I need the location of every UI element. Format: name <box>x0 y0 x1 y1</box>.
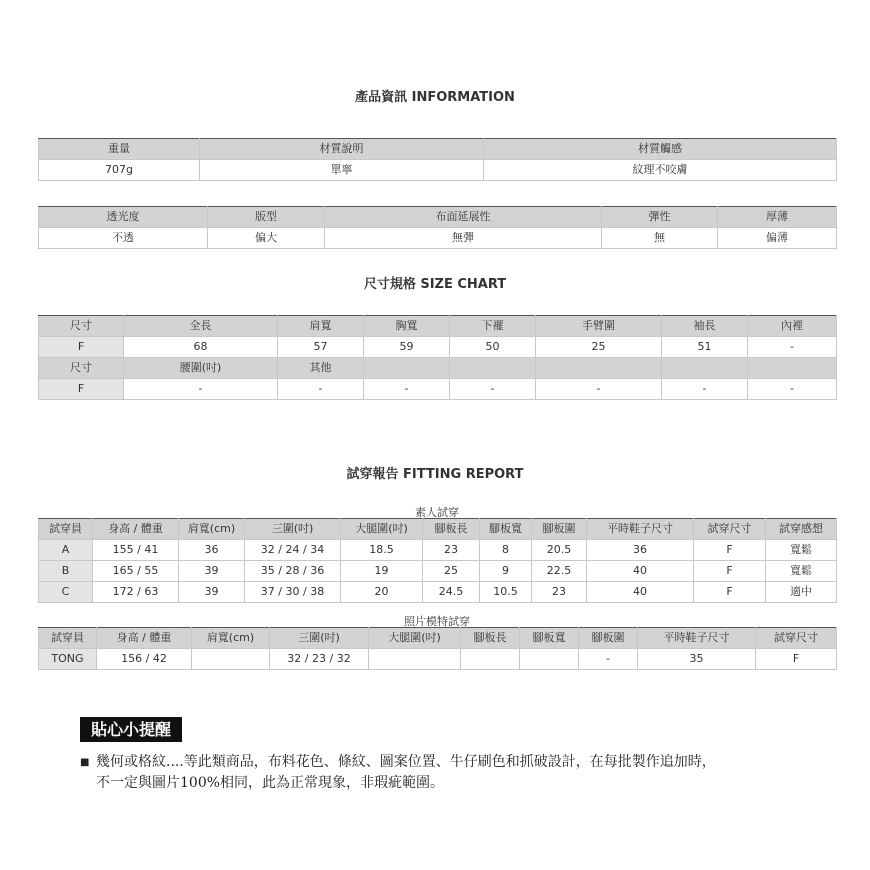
header-cell: 其他 <box>278 358 364 379</box>
header-cell: 腳板長 <box>461 628 520 649</box>
header-cell: 下襬 <box>450 316 536 337</box>
header-cell: 重量 <box>39 139 200 160</box>
cell: 35 / 28 / 36 <box>245 561 341 582</box>
table-row <box>39 228 837 249</box>
header-cell: 尺寸 <box>39 316 124 337</box>
header-cell: 厚薄 <box>718 207 837 228</box>
cell: 57 <box>278 337 364 358</box>
header-cell: 布面延展性 <box>325 207 602 228</box>
cell: 32 / 24 / 34 <box>245 540 341 561</box>
header-cell: 大腿圍(吋) <box>341 519 423 540</box>
header-cell: 試穿尺寸 <box>694 519 766 540</box>
header-cell: 腰圍(吋) <box>124 358 278 379</box>
cell: 36 <box>179 540 245 561</box>
cell: 19 <box>341 561 423 582</box>
cell: 寬鬆 <box>766 561 837 582</box>
header-cell: 胸寬 <box>364 316 450 337</box>
header-cell: 平時鞋子尺寸 <box>638 628 756 649</box>
table-header-row <box>39 139 837 160</box>
row-header-cell: TONG <box>39 649 97 670</box>
header-cell: 肩寬(cm) <box>179 519 245 540</box>
cell: 適中 <box>766 582 837 603</box>
header-cell: 腳板圍 <box>579 628 638 649</box>
cell: - <box>450 379 536 400</box>
header-cell: 版型 <box>208 207 325 228</box>
cell: 172 / 63 <box>93 582 179 603</box>
fitting-report-title: 試穿報告 FITTING REPORT <box>346 467 524 482</box>
table-row <box>39 582 837 603</box>
cell: - <box>124 379 278 400</box>
cell: 18.5 <box>341 540 423 561</box>
header-cell <box>450 358 536 379</box>
cell: - <box>278 379 364 400</box>
cell: 39 <box>179 561 245 582</box>
cell-opacity: 不透 <box>39 228 208 249</box>
cell <box>369 649 461 670</box>
cell: 36 <box>587 540 694 561</box>
header-cell: 三圍(吋) <box>245 519 341 540</box>
cell-elasticity: 無 <box>602 228 718 249</box>
row-header-cell: C <box>39 582 93 603</box>
staff-fitting-caption: 素人試穿 <box>415 506 459 519</box>
header-cell: 腳板圍 <box>532 519 587 540</box>
cell: 39 <box>179 582 245 603</box>
cell: F <box>694 561 766 582</box>
header-cell: 試穿員 <box>39 628 97 649</box>
cell: 23 <box>423 540 480 561</box>
cell: 32 / 23 / 32 <box>270 649 369 670</box>
product-info-table-2 <box>38 206 837 249</box>
cell: 22.5 <box>532 561 587 582</box>
cell: - <box>579 649 638 670</box>
header-cell <box>748 358 837 379</box>
cell: 155 / 41 <box>93 540 179 561</box>
size-chart-table <box>38 315 837 400</box>
cell: 8 <box>480 540 532 561</box>
cell: 9 <box>480 561 532 582</box>
header-cell: 腳板長 <box>423 519 480 540</box>
header-cell <box>536 358 662 379</box>
header-cell: 身高 / 體重 <box>97 628 192 649</box>
header-cell: 材質觸感 <box>484 139 837 160</box>
cell: 156 / 42 <box>97 649 192 670</box>
header-cell: 腳板寬 <box>520 628 579 649</box>
cell: 51 <box>662 337 748 358</box>
header-cell <box>364 358 450 379</box>
header-cell: 肩寬(cm) <box>192 628 270 649</box>
reminder-text <box>96 752 716 794</box>
cell: 20 <box>341 582 423 603</box>
table-row <box>39 337 837 358</box>
product-info-table-1 <box>38 138 837 181</box>
row-header-cell: F <box>39 379 124 400</box>
header-cell: 全長 <box>124 316 278 337</box>
cell: - <box>748 337 837 358</box>
header-cell: 身高 / 體重 <box>93 519 179 540</box>
table-row <box>39 561 837 582</box>
header-cell <box>662 358 748 379</box>
model-fitting-table <box>38 627 837 670</box>
row-header-cell: F <box>39 337 124 358</box>
cell: F <box>756 649 837 670</box>
cell: 23 <box>532 582 587 603</box>
table-row <box>39 649 837 670</box>
header-cell: 材質說明 <box>200 139 484 160</box>
row-header-cell: A <box>39 540 93 561</box>
cell: 50 <box>450 337 536 358</box>
table-header-row <box>39 316 837 337</box>
cell: 59 <box>364 337 450 358</box>
header-cell: 三圍(吋) <box>270 628 369 649</box>
cell: - <box>536 379 662 400</box>
header-cell: 內裡 <box>748 316 837 337</box>
table-row <box>39 379 837 400</box>
cell-thickness: 偏薄 <box>718 228 837 249</box>
cell: 37 / 30 / 38 <box>245 582 341 603</box>
table-row <box>39 160 837 181</box>
cell: 10.5 <box>480 582 532 603</box>
staff-fitting-table <box>38 518 837 603</box>
cell: 25 <box>423 561 480 582</box>
header-cell: 彈性 <box>602 207 718 228</box>
cell: F <box>694 540 766 561</box>
table-header-row <box>39 358 837 379</box>
reminder-line-1: 幾何或格紋....等此類商品，布料花色、條紋、圖案位置、牛仔刷色和抓破設計，在每批製作追加時， <box>96 754 716 770</box>
cell-stretch: 無彈 <box>325 228 602 249</box>
header-cell: 袖長 <box>662 316 748 337</box>
cell: 40 <box>587 561 694 582</box>
model-fitting-caption: 照片模特試穿 <box>404 615 470 628</box>
reminder-line-2: 不一定與圖片100%相同，此為正常現象，非瑕疵範圍。 <box>96 775 445 791</box>
cell: F <box>694 582 766 603</box>
row-header-cell: B <box>39 561 93 582</box>
header-cell: 腳板寬 <box>480 519 532 540</box>
cell <box>192 649 270 670</box>
cell-fit: 偏大 <box>208 228 325 249</box>
header-cell: 大腿圍(吋) <box>369 628 461 649</box>
cell: 24.5 <box>423 582 480 603</box>
cell: 寬鬆 <box>766 540 837 561</box>
cell: 68 <box>124 337 278 358</box>
header-cell: 試穿感想 <box>766 519 837 540</box>
header-cell: 平時鞋子尺寸 <box>587 519 694 540</box>
header-cell: 透光度 <box>39 207 208 228</box>
cell: 25 <box>536 337 662 358</box>
table-header-row <box>39 519 837 540</box>
product-info-title: 產品資訊 INFORMATION <box>355 90 515 105</box>
cell: 20.5 <box>532 540 587 561</box>
cell-texture: 紋理不咬膚 <box>484 160 837 181</box>
cell-weight: 707g <box>39 160 200 181</box>
header-cell: 手臂圍 <box>536 316 662 337</box>
table-row <box>39 540 837 561</box>
table-header-row <box>39 207 837 228</box>
size-chart-title: 尺寸規格 SIZE CHART <box>363 277 507 292</box>
header-cell: 肩寬 <box>278 316 364 337</box>
reminder-banner: 貼心小提醒 <box>80 717 182 742</box>
cell: 35 <box>638 649 756 670</box>
cell: - <box>364 379 450 400</box>
cell-material: 單寧 <box>200 160 484 181</box>
cell: 40 <box>587 582 694 603</box>
cell: 165 / 55 <box>93 561 179 582</box>
cell <box>461 649 520 670</box>
header-cell: 試穿尺寸 <box>756 628 837 649</box>
header-cell: 試穿員 <box>39 519 93 540</box>
square-bullet-icon: ■ <box>80 757 90 768</box>
table-header-row <box>39 628 837 649</box>
header-cell: 尺寸 <box>39 358 124 379</box>
cell <box>520 649 579 670</box>
cell: - <box>748 379 837 400</box>
cell: - <box>662 379 748 400</box>
